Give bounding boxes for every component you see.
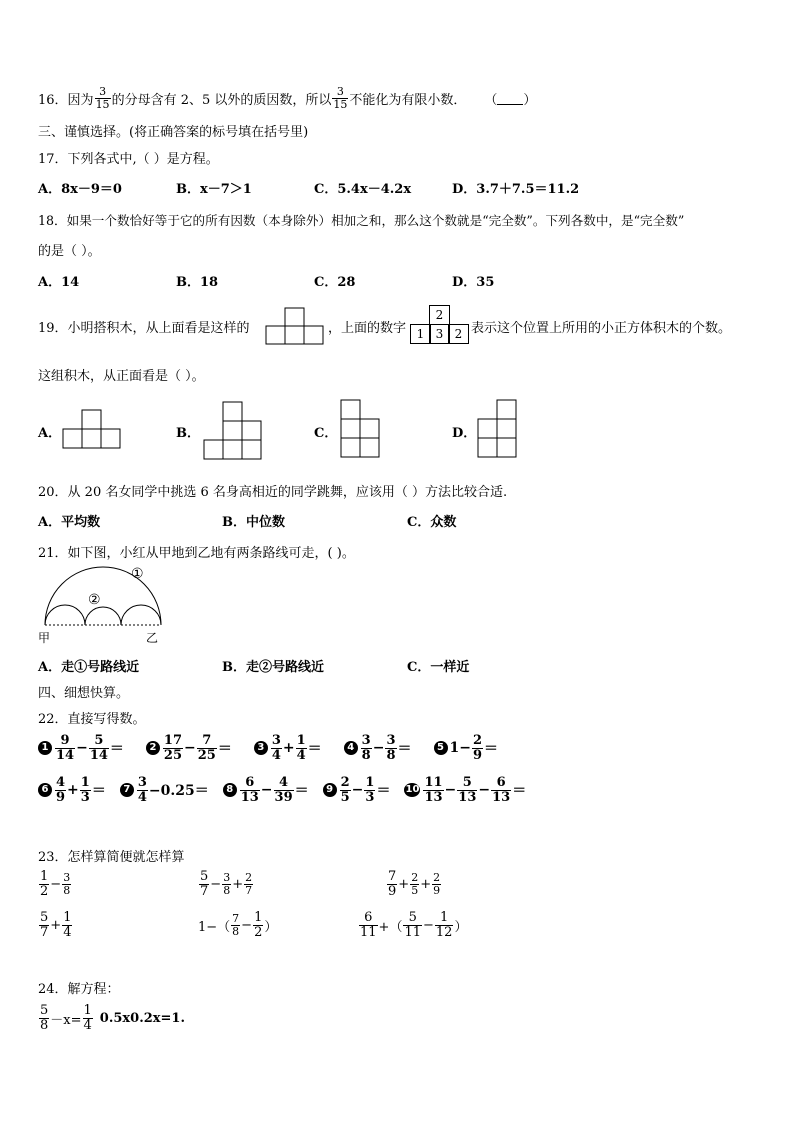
fraction bbox=[137, 776, 148, 804]
question-22-stem: 22．直接写得数。 bbox=[38, 712, 146, 727]
question-19-pre: 19．小明搭积木，从上面看是这样的 bbox=[38, 321, 250, 336]
fraction bbox=[385, 734, 396, 762]
option-b[interactable]: B．走②号路线近 bbox=[222, 660, 324, 675]
denominator: 5 bbox=[411, 883, 419, 897]
fraction bbox=[457, 776, 477, 804]
fraction bbox=[244, 872, 253, 896]
q22-item-6 bbox=[38, 776, 106, 804]
operator: − bbox=[241, 917, 253, 933]
operator: − bbox=[444, 782, 457, 799]
fraction bbox=[410, 872, 419, 896]
option-b[interactable]: B．18 bbox=[176, 275, 219, 290]
denominator: 7 bbox=[40, 924, 49, 940]
question-21-stem: 21．如下图，小红从甲地到乙地有两条路线可走，( )。 bbox=[38, 546, 355, 561]
denominator: 15 bbox=[333, 97, 348, 111]
q22-item-5 bbox=[434, 734, 499, 762]
item-number-badge: 1 bbox=[38, 741, 52, 755]
item-number-badge: 3 bbox=[254, 741, 268, 755]
q22-item-2 bbox=[146, 734, 232, 762]
operator: + bbox=[420, 876, 432, 892]
fraction bbox=[472, 734, 483, 762]
operator: −0.25＝ bbox=[148, 783, 209, 800]
fraction bbox=[332, 86, 348, 110]
fraction bbox=[432, 872, 441, 896]
fraction bbox=[62, 872, 71, 896]
denominator: 13 bbox=[458, 789, 477, 805]
numerator: 1 bbox=[63, 910, 72, 925]
operator: + bbox=[398, 876, 410, 892]
operator: + bbox=[50, 917, 62, 933]
fraction bbox=[83, 1004, 93, 1032]
question-23-stem: 23．怎样算简便就怎样算 bbox=[38, 850, 185, 865]
numerator: 5 bbox=[40, 910, 49, 925]
fraction bbox=[364, 776, 375, 804]
fraction bbox=[197, 734, 217, 762]
operator: 1− bbox=[449, 740, 471, 757]
fraction bbox=[55, 776, 66, 804]
numerator: 6 bbox=[491, 776, 511, 791]
denominator: 12 bbox=[435, 924, 453, 940]
fraction bbox=[274, 776, 294, 804]
denominator: 13 bbox=[424, 789, 443, 805]
fraction bbox=[39, 870, 49, 898]
numerator: 9 bbox=[55, 734, 75, 749]
fraction bbox=[240, 776, 260, 804]
q23-expr-1 bbox=[38, 870, 72, 898]
denominator: 8 bbox=[361, 747, 371, 763]
operator: − bbox=[260, 782, 273, 799]
numerator: 11 bbox=[424, 775, 443, 790]
grid-digit: 1 bbox=[410, 324, 431, 344]
item-number-badge: 6 bbox=[38, 783, 52, 797]
numerator: 4 bbox=[56, 775, 66, 790]
denominator: 9 bbox=[472, 747, 483, 763]
fraction bbox=[89, 734, 109, 762]
option-d[interactable]: D．3.7＋7.5＝11.2 bbox=[452, 182, 580, 197]
operator: − bbox=[184, 740, 196, 757]
fraction bbox=[231, 913, 240, 937]
grid-digit: 2 bbox=[429, 305, 450, 325]
option-a-figure bbox=[62, 408, 124, 450]
denominator: 8 bbox=[223, 883, 231, 897]
denominator: 8 bbox=[63, 883, 71, 897]
denominator: 5 bbox=[340, 789, 350, 805]
fraction bbox=[199, 870, 209, 898]
denominator: 11 bbox=[404, 924, 421, 940]
paren-left: （ bbox=[484, 92, 498, 108]
equals-sign: ＝ bbox=[512, 783, 527, 800]
fraction bbox=[340, 776, 351, 804]
option-c[interactable]: C．5.4x－4.2x bbox=[314, 182, 412, 197]
numerator: 1 bbox=[296, 733, 306, 748]
denominator: 4 bbox=[137, 789, 147, 805]
operator: +（ bbox=[378, 919, 403, 935]
fraction bbox=[163, 734, 183, 762]
numerator: 6 bbox=[240, 776, 260, 791]
operator: ） bbox=[264, 919, 278, 935]
question-16 bbox=[38, 86, 536, 110]
q22-item-7 bbox=[120, 776, 209, 804]
start-point-label: 甲 bbox=[38, 631, 51, 645]
denominator: 9 bbox=[388, 883, 397, 899]
numerator: 5 bbox=[40, 1003, 49, 1018]
denominator: 11 bbox=[360, 924, 377, 940]
denominator: 7 bbox=[245, 883, 253, 897]
denominator: 14 bbox=[56, 747, 75, 763]
numerator: 17 bbox=[163, 733, 183, 748]
numerator: 3 bbox=[271, 733, 281, 748]
item-number-badge: 10 bbox=[405, 784, 420, 796]
grid-digit: 2 bbox=[448, 324, 469, 344]
operator: − bbox=[50, 876, 62, 892]
numerator: 7 bbox=[197, 734, 217, 749]
question-number: 16． bbox=[38, 92, 68, 108]
numerator: 2 bbox=[411, 871, 419, 885]
fraction bbox=[55, 734, 75, 762]
fraction bbox=[222, 872, 231, 896]
fraction bbox=[296, 734, 307, 762]
question-20-stem: 20．从 20 名女同学中挑选 6 名身高相近的同学跳舞，应该用（ ）方法比较合适. bbox=[38, 485, 508, 500]
item-number-badge: 8 bbox=[223, 783, 237, 797]
fraction bbox=[271, 734, 282, 762]
fraction bbox=[62, 911, 72, 939]
operator: − bbox=[423, 917, 434, 933]
operator: + bbox=[67, 782, 79, 799]
numerator: 2 bbox=[472, 733, 483, 748]
numerator: 5 bbox=[403, 911, 422, 926]
question-19-post: 表示这个位置上所用的小正方体积木的个数。 bbox=[471, 321, 732, 336]
item-number-badge: 5 bbox=[434, 741, 448, 755]
operator: + bbox=[232, 876, 244, 892]
q23-expr-5 bbox=[198, 911, 277, 939]
denominator: 2 bbox=[40, 883, 49, 899]
top-view-figure bbox=[265, 306, 325, 346]
numerator: 3 bbox=[361, 733, 371, 748]
number-grid-figure bbox=[410, 305, 470, 345]
q22-item-3 bbox=[254, 734, 322, 762]
q22-row-2 bbox=[38, 776, 526, 804]
denominator: 4 bbox=[296, 747, 306, 763]
q16-text-post: 不能化为有限小数． bbox=[349, 92, 467, 108]
option-b-figure bbox=[203, 400, 265, 462]
option-c[interactable]: C．28 bbox=[314, 275, 356, 290]
numerator: 1 bbox=[80, 775, 90, 790]
denominator: 3 bbox=[80, 789, 90, 805]
fraction bbox=[39, 911, 49, 939]
operator: ） bbox=[454, 919, 468, 935]
numerator: 1 bbox=[40, 869, 49, 884]
equals-sign: ＝ bbox=[294, 783, 309, 800]
paren-right: ） bbox=[523, 92, 537, 108]
fraction bbox=[423, 776, 443, 804]
numerator: 1 bbox=[435, 911, 454, 926]
fraction bbox=[80, 776, 91, 804]
numerator: 6 bbox=[359, 911, 378, 926]
denominator: 4 bbox=[83, 1017, 92, 1033]
item-number-badge: 9 bbox=[323, 783, 337, 797]
question-19-mid: ，上面的数字 bbox=[328, 321, 407, 336]
fraction bbox=[359, 911, 378, 939]
denominator: 15 bbox=[95, 97, 110, 111]
equals-sign: ＝ bbox=[397, 741, 412, 758]
equation-2: 0.5x0.2x=1. bbox=[99, 1010, 185, 1026]
numerator: 3 bbox=[332, 86, 348, 99]
denominator: 8 bbox=[386, 747, 396, 763]
numerator: 3 bbox=[386, 733, 396, 748]
numerator: 4 bbox=[274, 776, 294, 791]
item-number-badge: 4 bbox=[344, 741, 358, 755]
fraction bbox=[491, 776, 511, 804]
section-3-heading: 三、谨慎选择。(将正确答案的标号填在括号里) bbox=[38, 125, 309, 140]
denominator: 14 bbox=[89, 747, 108, 763]
end-point-label: 乙 bbox=[146, 631, 159, 645]
option-a[interactable]: A．平均数 bbox=[38, 515, 101, 530]
option-b[interactable]: B．x－7＞1 bbox=[176, 182, 252, 197]
operator: − bbox=[372, 740, 385, 757]
question-18-stem-line1: 18．如果一个数恰好等于它的所有因数（本身除外）相加之和，那么这个数就是“完全数”。下列各数中，是“完全数” bbox=[38, 213, 685, 228]
option-c[interactable]: C．众数 bbox=[407, 515, 457, 530]
fraction bbox=[435, 911, 454, 939]
numerator: 1 bbox=[83, 1003, 92, 1018]
fraction bbox=[361, 734, 372, 762]
q22-item-10 bbox=[404, 776, 526, 804]
option-d[interactable]: D．35 bbox=[452, 275, 495, 290]
q22-row-1 bbox=[38, 734, 498, 762]
numerator: 3 bbox=[137, 775, 147, 790]
q24-equations bbox=[38, 1004, 185, 1032]
denominator: 25 bbox=[163, 747, 183, 763]
fraction bbox=[387, 870, 397, 898]
option-b[interactable]: B．中位数 bbox=[222, 515, 285, 530]
fraction bbox=[253, 911, 263, 939]
equals-sign: ＝ bbox=[484, 741, 499, 758]
route-2-label: ② bbox=[88, 592, 101, 608]
option-a[interactable]: A．走①号路线近 bbox=[38, 660, 140, 675]
operator: − bbox=[351, 782, 364, 799]
denominator: 9 bbox=[56, 789, 66, 805]
question-19-stem2: 这组积木，从正面看是（ ）。 bbox=[38, 369, 205, 384]
numerator: 7 bbox=[388, 869, 397, 884]
q23-expr-6 bbox=[358, 911, 467, 939]
option-c[interactable]: C．一样近 bbox=[407, 660, 470, 675]
fraction bbox=[403, 911, 422, 939]
fraction bbox=[95, 86, 111, 110]
q16-text-mid: 的分母含有 2、5 以外的质因数，所以 bbox=[111, 92, 332, 108]
numerator: 2 bbox=[433, 871, 441, 885]
denominator: 4 bbox=[271, 747, 281, 763]
route-1-label: ① bbox=[131, 566, 144, 582]
item-number-badge: 2 bbox=[146, 741, 160, 755]
q23-expr-4 bbox=[38, 911, 73, 939]
q23-expr-3 bbox=[386, 870, 442, 898]
option-b[interactable]: B． bbox=[176, 426, 200, 441]
denominator: 3 bbox=[365, 789, 375, 805]
option-d-figure bbox=[477, 398, 521, 460]
option-a[interactable]: A． bbox=[38, 426, 62, 441]
equals-sign: ＝ bbox=[376, 783, 391, 800]
numerator: 7 bbox=[232, 912, 240, 926]
operator: − bbox=[478, 782, 491, 799]
q23-expr-2 bbox=[198, 870, 254, 898]
numerator: 2 bbox=[245, 871, 253, 885]
numerator: 2 bbox=[340, 775, 350, 790]
operator: − bbox=[76, 740, 88, 757]
operator: 1−（ bbox=[198, 919, 231, 935]
equals-sign: ＝ bbox=[109, 741, 124, 758]
question-17-stem: 17．下列各式中,（ ）是方程。 bbox=[38, 152, 219, 167]
denominator: 4 bbox=[63, 924, 72, 940]
operator: + bbox=[282, 740, 295, 757]
numerator: 1 bbox=[254, 910, 263, 925]
equals-sign: ＝ bbox=[217, 741, 232, 758]
denominator: 8 bbox=[232, 924, 240, 938]
equals-sign: ＝ bbox=[307, 741, 322, 758]
denominator: 25 bbox=[197, 747, 216, 763]
option-c-figure bbox=[340, 398, 384, 460]
option-a[interactable]: A．8x－9＝0 bbox=[38, 182, 122, 197]
option-d[interactable]: D． bbox=[452, 426, 477, 441]
question-24-stem: 24．解方程： bbox=[38, 982, 120, 997]
operator: − bbox=[210, 876, 222, 892]
fraction bbox=[39, 1004, 49, 1032]
numerator: 5 bbox=[200, 869, 209, 884]
numerator: 5 bbox=[457, 776, 477, 791]
denominator: 13 bbox=[492, 789, 511, 805]
answer-blank[interactable] bbox=[497, 92, 523, 105]
denominator: 13 bbox=[240, 789, 259, 805]
numerator: 1 bbox=[365, 775, 375, 790]
denominator: 7 bbox=[200, 883, 209, 899]
equals-sign: ＝ bbox=[91, 783, 106, 800]
option-c[interactable]: C． bbox=[314, 426, 338, 441]
q22-item-9 bbox=[323, 776, 391, 804]
grid-digit: 3 bbox=[429, 324, 450, 344]
numerator: 3 bbox=[63, 871, 71, 885]
q22-item-8 bbox=[223, 776, 309, 804]
numerator: 5 bbox=[89, 734, 109, 749]
operator: －x= bbox=[50, 1012, 82, 1028]
numerator: 3 bbox=[95, 86, 111, 99]
option-a[interactable]: A．14 bbox=[38, 275, 80, 290]
numerator: 3 bbox=[223, 871, 231, 885]
q22-item-1 bbox=[38, 734, 124, 762]
question-18-stem-line2: 的是（ ）。 bbox=[38, 244, 101, 259]
denominator: 2 bbox=[254, 924, 263, 940]
section-4-heading: 四、细想快算。 bbox=[38, 686, 130, 701]
denominator: 8 bbox=[40, 1017, 49, 1033]
q22-item-4 bbox=[344, 734, 412, 762]
q16-text-pre: 因为 bbox=[67, 92, 94, 108]
item-number-badge: 7 bbox=[120, 783, 134, 797]
denominator: 39 bbox=[274, 789, 293, 805]
denominator: 9 bbox=[433, 883, 441, 897]
